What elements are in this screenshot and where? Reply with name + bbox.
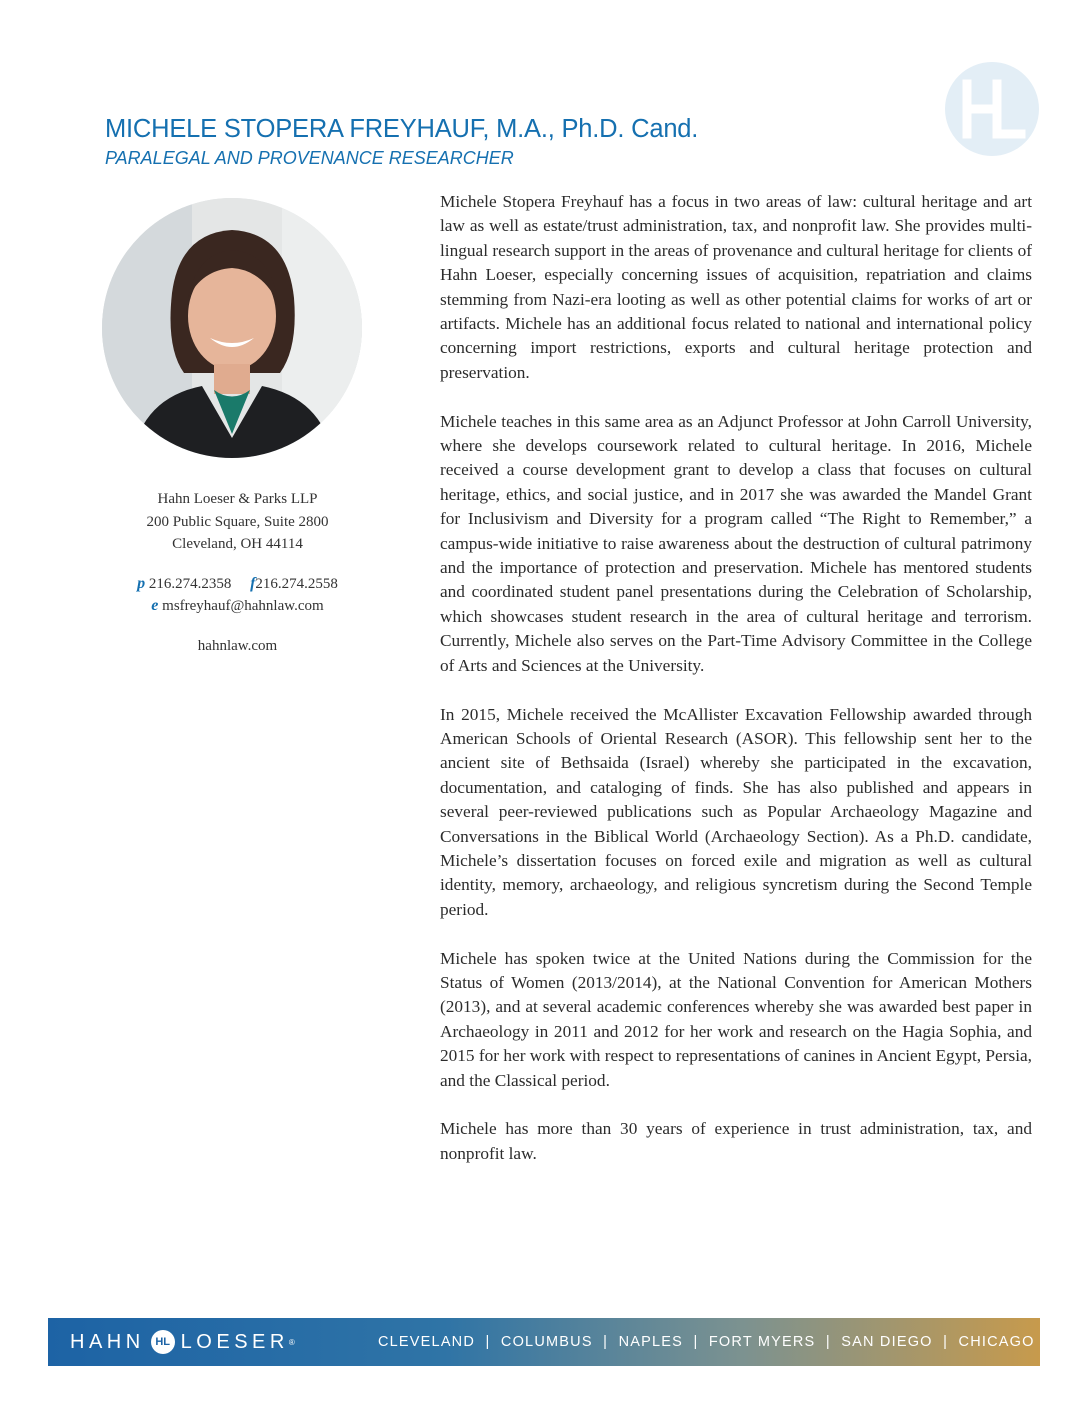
- footer-banner: [48, 1318, 1040, 1366]
- phone-number[interactable]: 216.274.2358: [148, 575, 232, 592]
- hl-mark-icon: HL: [151, 1330, 175, 1354]
- bio-paragraph: In 2015, Michele received the McAllister Excavation Fellowship awarded through American Schools of Oriental Research (ASOR). This fellowship sent her to the ancient site of Bethsaida (Israel) whereby she participated in the excavation, documentation, and cataloging of finds. She has also published and appears in several peer-reviewed publications such as Popular Archaeology Magazine and Conversations in the Biblical World (Archaeology Section). As a Ph.D. candidate, Michele’s dissertation focuses on forced exile and migration as well as cultural identity, memory, archaeology, and religious syncretism during the Second Temple period.: [440, 704, 1032, 919]
- email-label: e: [151, 597, 159, 614]
- email-link[interactable]: msfreyhauf@hahnlaw.com: [162, 598, 324, 614]
- contact-block: [95, 488, 380, 657]
- hl-logo-watermark-icon: [945, 62, 1039, 156]
- phone-label: p: [137, 574, 146, 592]
- registered-mark: ®: [288, 1337, 295, 1347]
- footer-brand: [70, 1318, 295, 1366]
- firm-name: Hahn Loeser & Parks LLP: [157, 491, 318, 507]
- bio-paragraph: Michele Stopera Freyhauf has a focus in two areas of law: cultural heritage and art law as well as estate/trust administration, tax, and nonprofit law. She provides multi-lingual research support in the areas of provenance and cultural heritage for clients of Hahn Loeser, especially concerning issues of acquisition, repatriation and claims stemming from Nazi-era looting as well as other potential claims for works of art or artifacts. Michele has an additional focus related to national and international policy concerning import restrictions, exports and cultural heritage protection and preservation.: [440, 192, 1032, 382]
- bio-paragraph: Michele has spoken twice at the United Nations during the Commission for the Status of Women (2013/2014), at the National Convention for American Mothers (2013), and at several academic conferences whereby she was awarded best paper in Archaeology in 2011 and 2012 for her work and research on the Hagia Sophia, and 2015 for her work with respect to representations of canines in Ancient Egypt, Persia, and the Classical period.: [440, 948, 1032, 1090]
- portrait-photo: [102, 198, 362, 458]
- person-title: PARALEGAL AND PROVENANCE RESEARCHER: [105, 148, 514, 168]
- biography: [440, 190, 1032, 1191]
- office-cities: CLEVELAND | COLUMBUS | NAPLES | FORT MYERS | SAN DIEGO | CHICAGO: [378, 1334, 1035, 1350]
- fax-label: f: [250, 574, 256, 592]
- address-line-2: Cleveland, OH 44114: [172, 536, 303, 552]
- brand-loeser: LOESER: [180, 1330, 289, 1353]
- fax-number: 216.274.2558: [255, 575, 338, 592]
- bio-paragraph: Michele has more than 30 years of experience in trust administration, tax, and nonprofit law.: [440, 1119, 1032, 1163]
- website-link[interactable]: hahnlaw.com: [197, 637, 278, 654]
- bio-paragraph: Michele teaches in this same area as an Adjunct Professor at John Carroll University, where she develops coursework related to cultural heritage. In 2016, Michele received a course development grant to develop a class that focuses on cultural heritage, ethics, and social justice, and in 2017 she was awarded the Mandel Grant for Inclusivism and Diversity for a program called “The Right to Remember,” a campus-wide initiative to raise awareness about the destruction of cultural patrimony and the importance of protection and preservation. Michele has mentored students and coordinated student panel presentations during the Celebration of Scholarship, which showcases student research in the area of cultural heritage and terrorism. Currently, Michele also serves on the Part-Time Advisory Committee in the College of Arts and Sciences at the University.: [440, 411, 1032, 675]
- phone-fax-line: [95, 573, 380, 596]
- brand-hahn: HAHN: [70, 1330, 145, 1353]
- person-name: MICHELE STOPERA FREYHAUF, M.A., Ph.D. Cand.: [105, 115, 699, 143]
- email-line: [95, 595, 380, 618]
- address-line-1: 200 Public Square, Suite 2800: [146, 513, 329, 530]
